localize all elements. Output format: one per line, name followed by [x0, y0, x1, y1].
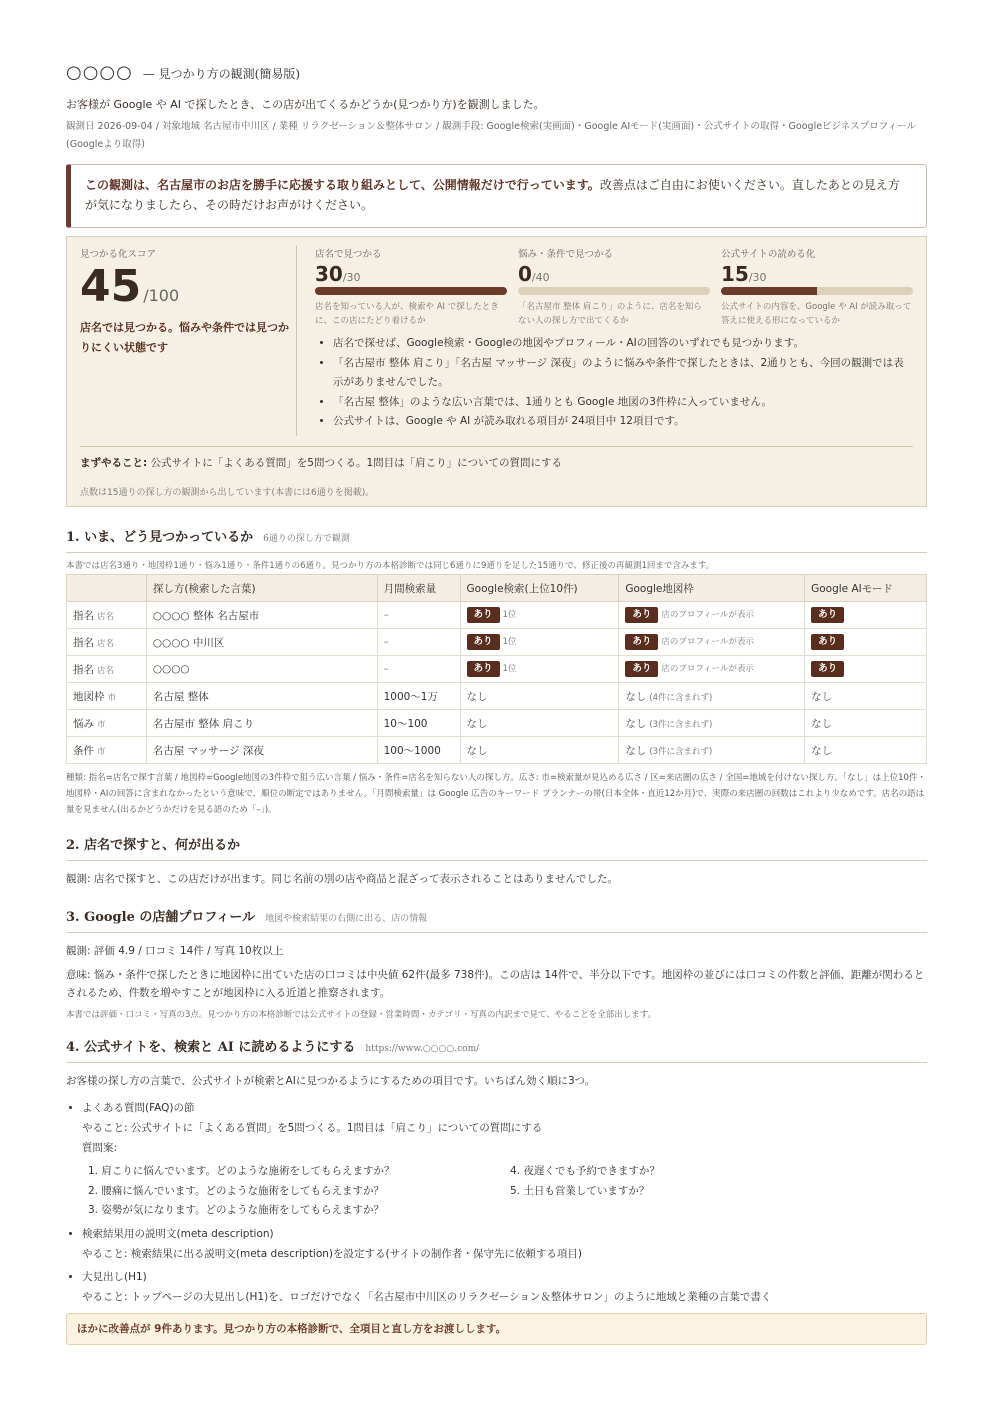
- map-cell: [619, 602, 805, 629]
- ai-cell: [805, 737, 927, 764]
- scope-label: 店名: [97, 638, 115, 649]
- improvement-item: [82, 1224, 927, 1264]
- question-item: [510, 1201, 810, 1221]
- search-cell: [460, 656, 619, 683]
- first-action-label: まずやること:: [80, 457, 148, 469]
- kind-label: 指名: [73, 609, 94, 622]
- kind-label: 悩み: [73, 717, 94, 730]
- metric-description: 「名古屋市 整体 肩こり」のように、店名を知らない人の探し方で出てくるか: [518, 302, 702, 326]
- item-action: やること: 公式サイトに「よくある質問」を5問つくる。1問目は「肩こり」についての質問にする: [82, 1122, 543, 1134]
- divider: [296, 246, 297, 436]
- kind-cell: [67, 737, 147, 764]
- progress-bar: [518, 287, 710, 295]
- scope-label: 市: [107, 692, 117, 703]
- lead-text: お客様が Google や AI で探したとき、この店が出てくるかどうか(見つかり方)を観測しました。: [66, 98, 545, 111]
- section-intro: お客様の探し方の言葉で、公式サイトが検索とAIに見つかるようにするための項目です。いちばん効く順に3つ。: [66, 1075, 596, 1087]
- report-page: [66, 62, 927, 1345]
- map-cell: [619, 710, 805, 737]
- map-cell: [619, 737, 805, 764]
- metric-card: [518, 246, 710, 328]
- item-name: • 大見出し(H1): [82, 1270, 147, 1283]
- progress-bar: [721, 287, 913, 295]
- result-detail: (3件に含まれず): [649, 719, 713, 730]
- first-action-text: 公式サイトに「よくある質問」を5問つくる。1問目は「肩こり」についての質問にする: [150, 457, 562, 469]
- table-legend: 種類: 指名=店名で探す言葉 / 地図枠=Google地図の3件枠で狙う広い言葉 / 悩み・条件=店名を知らない人の探し方。広さ: 市=検索量が見込める広さ / 区=来店圏の広さ / 全国=地域を付けない探し方。「なし」は上位10件・地図枠・AIの回答に含まれなかったという意味で、順位の断定ではありません。「月間検索量」は Google 広告のキーワード プランナーの帯(日本全体・直近12か月)で、実際の来店圏の回数はこれより少なめです。店名の語は量を見ません(出るかどうかだけを見る語のため「–」)。: [66, 773, 926, 815]
- found-badge: あり: [811, 634, 844, 650]
- section-subtitle: 地図や検索結果の右側に出る、店の情報: [265, 914, 428, 924]
- metric-description: 公式サイトの内容を、Google や AI が読み取って答えに使える形になっているか: [721, 302, 912, 326]
- search-cell: [460, 602, 619, 629]
- store-name: ○○○○: [66, 62, 133, 83]
- notice-rest: 改善点はご自由にお使いください。直したあとの見え方が気になりましたら、その時だけお声がけください。: [85, 178, 900, 212]
- metric-description: 店名を知っている人が、検索や AI で探したときに、この店にたどり着けるか: [315, 302, 499, 326]
- table-row: [67, 710, 927, 737]
- question-item: 4. 夜遅くでも予約できますか？: [510, 1165, 660, 1177]
- finding-item: • 「名古屋 整体」のような広い言葉では、1通りとも Google 地図の3件枠に入っていません。: [333, 393, 913, 413]
- volume-cell: 100〜1000: [377, 737, 460, 764]
- item-action: やること: トップページの大見出し(H1)を、ロゴだけでなく「名古屋市中川区のリラクゼーション＆整体サロン」のように地域と業種の言葉で書く: [82, 1290, 772, 1303]
- ai-cell: [805, 656, 927, 683]
- progress-fill: [315, 287, 507, 295]
- metric-max: /30: [342, 271, 361, 284]
- volume-cell: –: [377, 656, 460, 683]
- section-subtitle: 6通りの探し方で観測: [263, 534, 350, 544]
- ai-cell: [805, 683, 927, 710]
- site-url: https://www.○○○○.com/: [365, 1044, 480, 1054]
- score-note: 点数は15通りの探し方の観測から出しています(本書には6通りを掲載)。: [80, 488, 375, 498]
- not-found-text: なし: [466, 690, 488, 703]
- query-cell: ○○○○ 中川区: [146, 629, 377, 656]
- metric-list: [315, 246, 913, 328]
- section-heading: [66, 526, 927, 553]
- report-subtitle: — 見つかり方の観測(簡易版): [142, 67, 301, 81]
- score-max: /100: [143, 286, 180, 305]
- result-detail: 1位: [502, 664, 517, 674]
- table-row: [67, 602, 927, 629]
- column-header: 月間検索量: [377, 575, 460, 602]
- score-value: 45: [80, 261, 142, 312]
- volume-cell: –: [377, 602, 460, 629]
- query-cell: 名古屋 整体: [146, 683, 377, 710]
- result-detail: (4件に含まれず): [649, 692, 713, 703]
- question-list: [88, 1162, 927, 1221]
- section-heading: [66, 834, 927, 861]
- metric-label: 公式サイトの読める化: [721, 249, 816, 260]
- volume-cell: –: [377, 629, 460, 656]
- map-cell: [619, 656, 805, 683]
- found-badge: あり: [467, 607, 500, 623]
- question-item: 1. 肩こりに悩んでいます。どのような施術をしてもらえますか？: [88, 1165, 395, 1177]
- questions-label: 質問案:: [82, 1142, 118, 1154]
- section-title: 3. Google の店舗プロフィール: [66, 910, 256, 925]
- column-header: [67, 575, 147, 602]
- scope-label: 店名: [97, 665, 115, 676]
- question-item: 5. 土日も営業していますか？: [510, 1184, 650, 1197]
- search-cell: [460, 737, 619, 764]
- section-note: 本書では評価・口コミ・写真の3点。見つかり方の本格診断では公式サイトの登録・営業時間・カテゴリ・写真の内訳まで見て、やることを全部出します。: [66, 1010, 657, 1020]
- column-header: 探し方(検索した言葉): [146, 575, 377, 602]
- not-found-text: なし: [466, 717, 488, 730]
- finding-item: • 店名で探せば、Google検索・Googleの地図やプロフィール・AIの回答のいずれでも見つかります。: [333, 334, 913, 354]
- result-detail: 店のプロフィールが表示: [661, 610, 754, 620]
- result-detail: 1位: [502, 610, 517, 620]
- not-found-text: なし: [625, 744, 647, 757]
- search-cell: [460, 629, 619, 656]
- report-title: [66, 62, 927, 84]
- metric-max: /30: [748, 271, 767, 284]
- section-title: 4. 公式サイトを、検索と AI に読めるようにする: [66, 1040, 356, 1055]
- search-results-table: [66, 574, 927, 764]
- metric-score: [518, 262, 710, 286]
- found-badge: あり: [467, 634, 500, 650]
- metric-card: [315, 246, 507, 328]
- column-header: Google AIモード: [805, 575, 927, 602]
- metric-value: 0: [518, 262, 532, 286]
- not-found-text: なし: [811, 717, 833, 730]
- progress-bar: [315, 287, 507, 295]
- not-found-text: なし: [811, 690, 833, 703]
- column-header: Google検索(上位10件): [460, 575, 619, 602]
- first-action: [80, 455, 562, 470]
- item-name: • よくある質問(FAQ)の節: [82, 1102, 195, 1114]
- profile-observation: 観測: 評価 4.9 / 口コミ 14件 / 写真 10枚以上: [66, 945, 284, 957]
- kind-label: 条件: [73, 744, 94, 757]
- metric-card: [721, 246, 913, 328]
- kind-cell: [67, 683, 147, 710]
- improvement-list: [66, 1098, 927, 1307]
- improvement-item: [82, 1098, 927, 1221]
- found-badge: あり: [625, 634, 658, 650]
- metric-value: 15: [721, 262, 749, 286]
- kind-cell: [67, 629, 147, 656]
- finding-item: • 「名古屋市 整体 肩こり」「名古屋 マッサージ 深夜」のように悩みや条件で探したときは、2通りとも、今回の観測では表示がありませんでした。: [333, 354, 913, 393]
- table-row: [67, 656, 927, 683]
- item-action: やること: 検索結果に出る説明文(meta description)を設定する(サイトの制作者・保守先に依頼する項目): [82, 1247, 582, 1260]
- scope-label: 市: [97, 746, 106, 757]
- section-title: 2. 店名で探すと、何が出るか: [66, 838, 241, 853]
- score-panel: [66, 236, 927, 507]
- result-detail: (3件に含まれず): [649, 746, 713, 757]
- result-detail: 1位: [502, 637, 517, 647]
- found-badge: あり: [625, 661, 658, 677]
- section-title: 1. いま、どう見つかっているか: [66, 530, 254, 545]
- metric-label: 店名で見つかる: [315, 249, 382, 260]
- notice-box: [66, 164, 927, 228]
- result-detail: 店のプロフィールが表示: [661, 664, 754, 674]
- metric-label: 悩み・条件で見つかる: [518, 249, 614, 260]
- section-body: 観測: 店名で探すと、この店だけが出ます。同じ名前の別の店や商品と混ざって表示されることはありませんでした。: [66, 873, 619, 885]
- found-badge: あり: [811, 661, 844, 677]
- search-cell: [460, 710, 619, 737]
- not-found-text: なし: [625, 690, 647, 703]
- map-cell: [619, 629, 805, 656]
- observation-meta: 観測日 2026-09-04 / 対象地域 名古屋市中川区 / 業種 リラクゼーション＆整体サロン / 観測手段: Google検索(実画面)・Google AIモード(実画面)・公式サイトの取得・Googleビジネスプロフィール(Googleより取得): [66, 121, 916, 150]
- not-found-text: なし: [466, 744, 488, 757]
- improvement-item: [82, 1267, 927, 1307]
- scope-label: 店名: [97, 611, 115, 622]
- score-verdict: 店名では見つかる。悩みや条件では見つかりにくい状態です: [80, 321, 289, 354]
- progress-fill: [721, 287, 817, 295]
- item-name: • 検索結果用の説明文(meta description): [82, 1227, 274, 1240]
- metric-value: 30: [315, 262, 343, 286]
- query-cell: 名古屋市 整体 肩こり: [146, 710, 377, 737]
- result-detail: 店のプロフィールが表示: [661, 637, 754, 647]
- table-row: [67, 683, 927, 710]
- metric-max: /40: [531, 271, 550, 284]
- table-row: [67, 737, 927, 764]
- map-cell: [619, 683, 805, 710]
- query-cell: ○○○○ 整体 名古屋市: [146, 602, 377, 629]
- divider: [80, 446, 913, 447]
- ai-cell: [805, 629, 927, 656]
- not-found-text: なし: [811, 744, 833, 757]
- table-row: [67, 629, 927, 656]
- kind-label: 指名: [73, 663, 94, 676]
- scope-label: 市: [97, 719, 106, 730]
- findings-list: [315, 334, 913, 432]
- notice-bold: この観測は、名古屋市のお店を勝手に応援する取り組みとして、公開情報だけで行っています。: [85, 178, 600, 192]
- metric-score: [315, 262, 507, 286]
- section-note: 本書では店名3通り・地図枠1通り・悩み1通り・条件1通りの6通り。見つかり方の本格診断では同じ6通りに9通りを足した15通りで、修正後の再観測1回まで含みます。: [66, 561, 715, 571]
- kind-cell: [67, 602, 147, 629]
- kind-cell: [67, 656, 147, 683]
- ai-cell: [805, 710, 927, 737]
- kind-cell: [67, 710, 147, 737]
- question-item: 2. 腰痛に悩んでいます。どのような施術をしてもらえますか？: [88, 1184, 385, 1197]
- query-cell: 名古屋 マッサージ 深夜: [146, 737, 377, 764]
- search-cell: [460, 683, 619, 710]
- found-badge: あり: [625, 607, 658, 623]
- question-item: 3. 姿勢が気になります。どのような施術をしてもらえますか？: [88, 1204, 385, 1216]
- query-cell: ○○○○: [146, 656, 377, 683]
- total-score: [80, 246, 295, 358]
- callout-box: ほかに改善点が 9件あります。見つかり方の本格診断で、全項目と直し方をお渡しします。: [66, 1313, 927, 1345]
- ai-cell: [805, 602, 927, 629]
- metric-score: [721, 262, 913, 286]
- section-heading: [66, 906, 927, 933]
- profile-meaning: 意味: 悩み・条件で探したときに地図枠に出ていた店の口コミは中央値 62件(最多 738件)。この店は 14件で、半分以下です。地図枠の並びには口コミの件数と評価、距離が関わるとされるため、件数を増やすことが地図枠に入る近道と推察されます。: [66, 969, 925, 999]
- kind-label: 地図枠: [73, 690, 105, 703]
- volume-cell: 1000〜1万: [377, 683, 460, 710]
- kind-label: 指名: [73, 636, 94, 649]
- finding-item: • 公式サイトは、Google や AI が読み取れる項目が 24項目中 12項目です。: [333, 412, 913, 432]
- section-heading: [66, 1036, 927, 1063]
- found-badge: あり: [811, 607, 844, 623]
- column-header: Google地図枠: [619, 575, 805, 602]
- score-label: 見つかる化スコア: [80, 249, 157, 260]
- volume-cell: 10〜100: [377, 710, 460, 737]
- found-badge: あり: [467, 661, 500, 677]
- not-found-text: なし: [625, 717, 647, 730]
